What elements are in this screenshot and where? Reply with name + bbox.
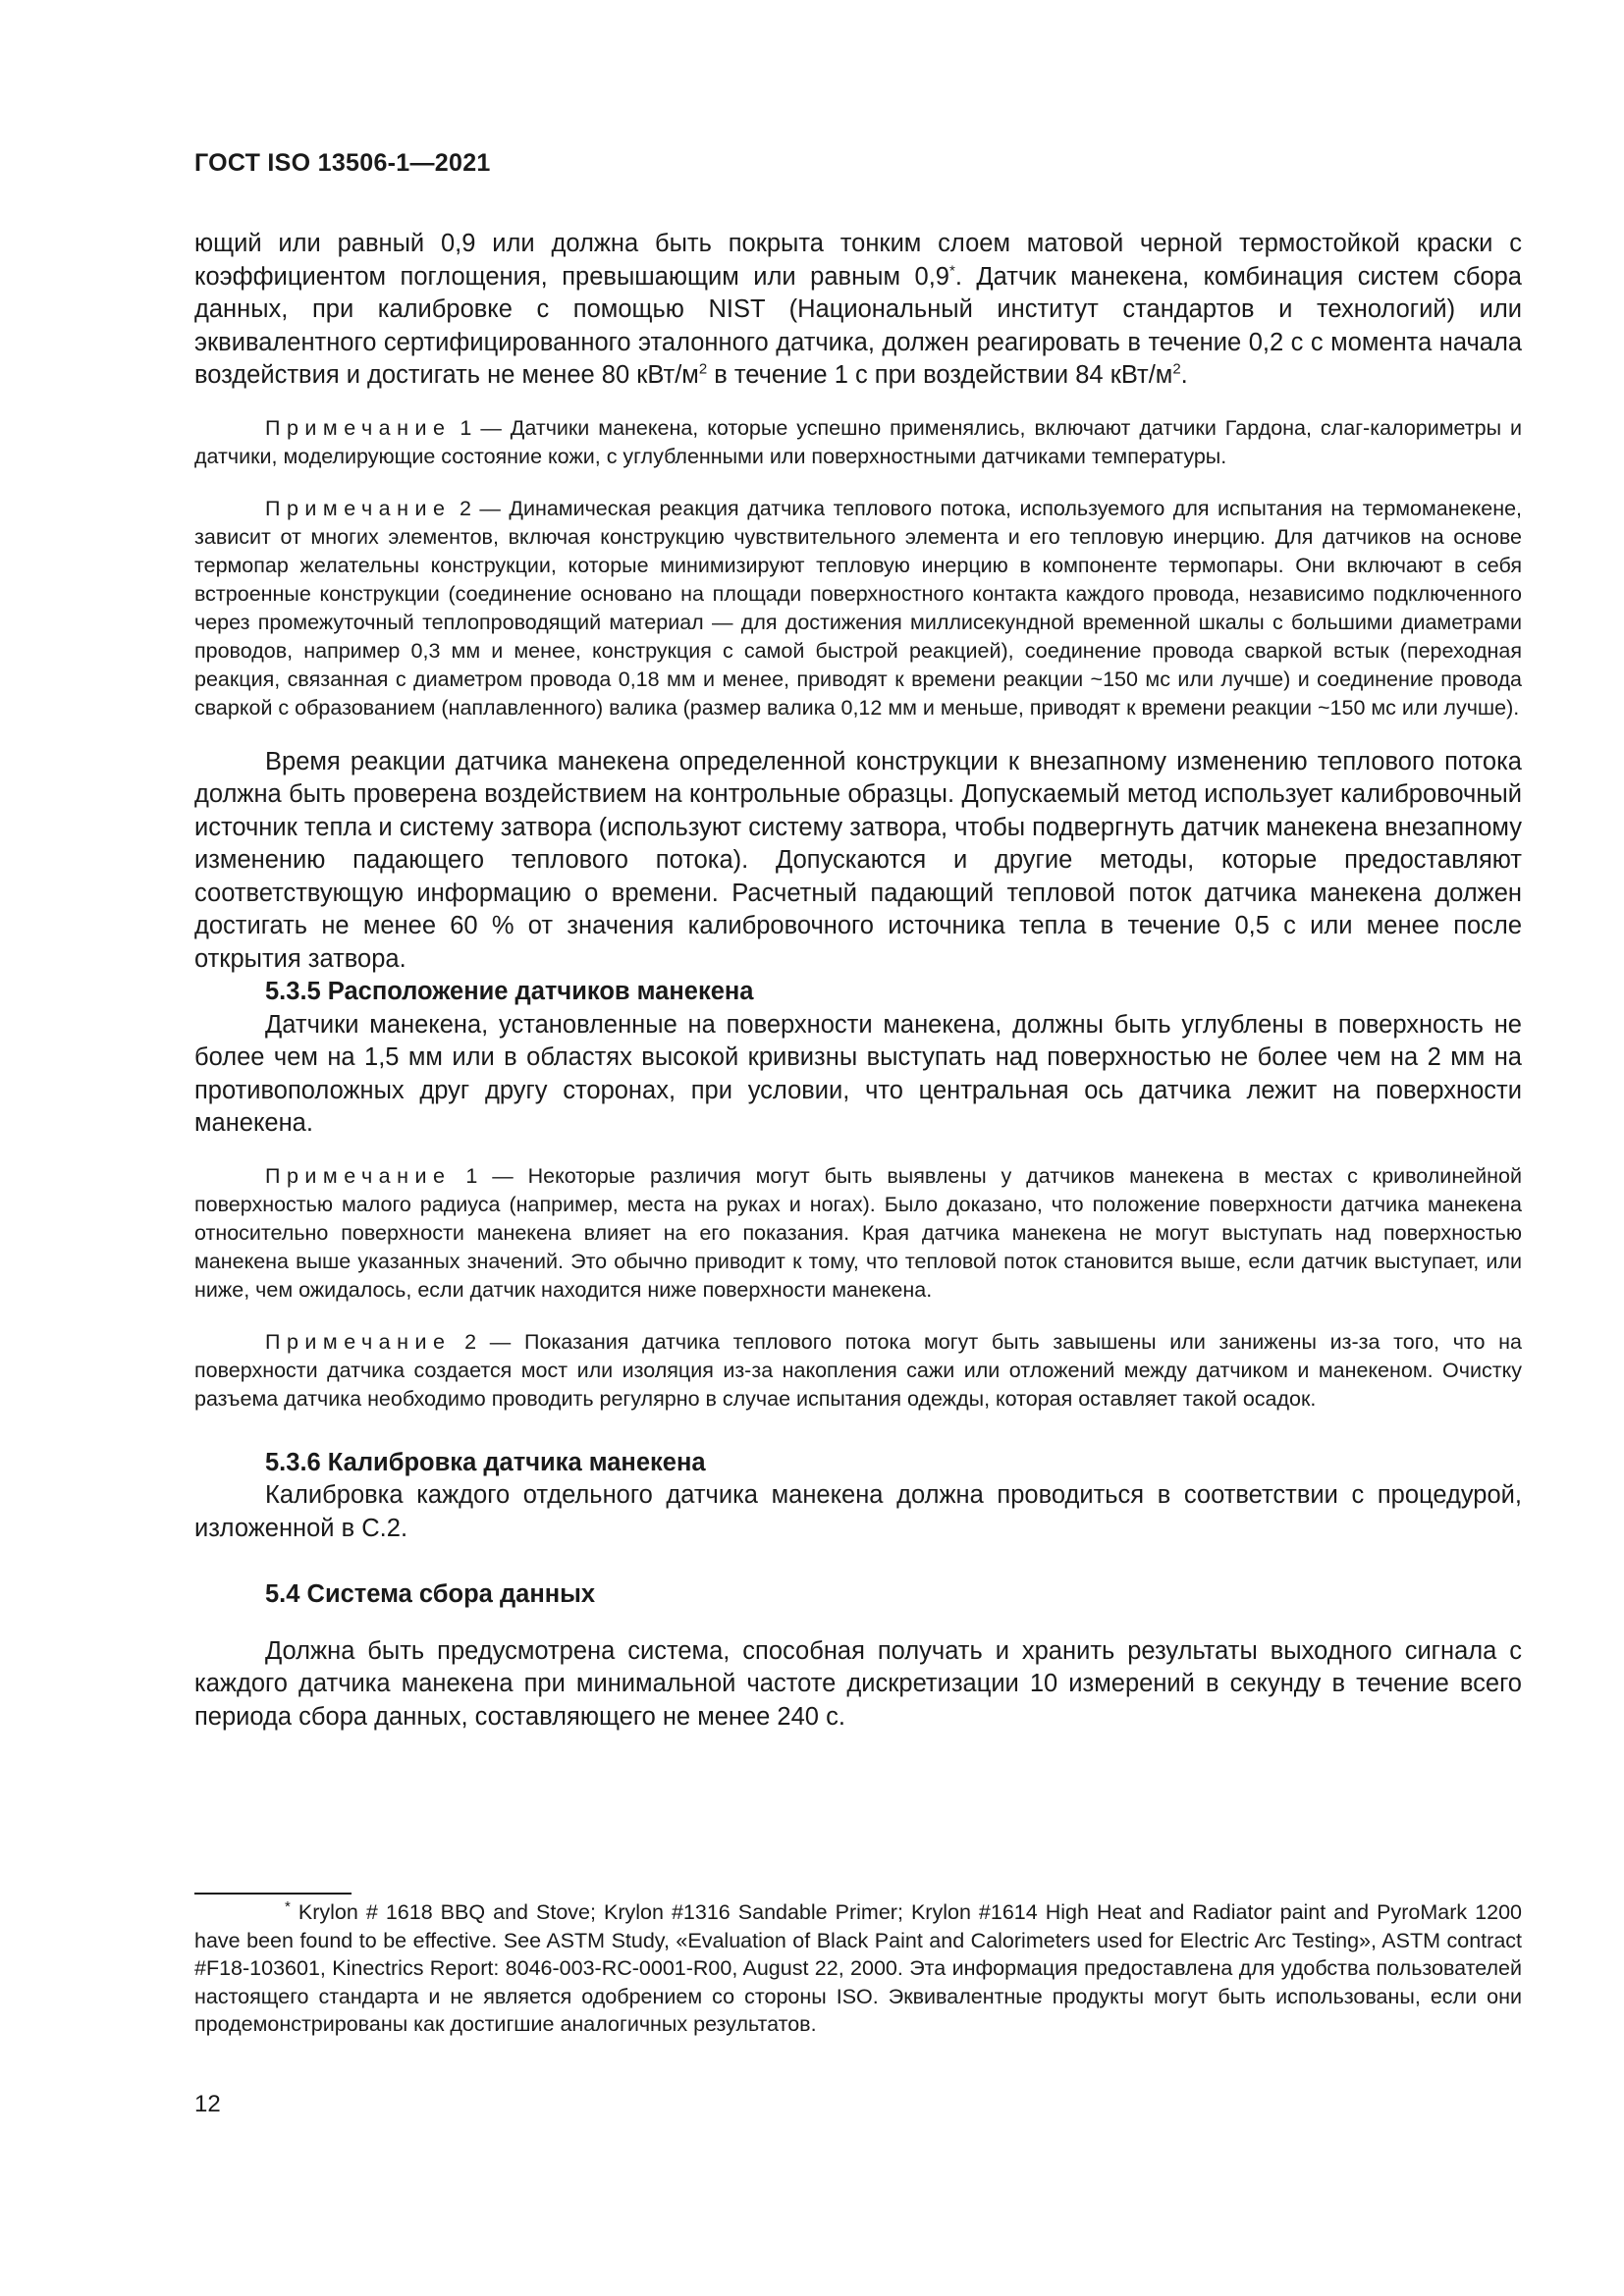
superscript-2: 2 — [1172, 360, 1181, 378]
note-label: Примечание — [265, 1329, 452, 1354]
footnote-ref-marker: * — [948, 262, 955, 279]
paragraph-response-time: Время реакции датчика манекена определенной конструкции к внезапному изменению теплового потока должна быть проверена воздействием на контрольные образцы. Допускаемый метод использует калибровочный источник тепла и систему затвора (используют систему затвора, чтобы подвергнуть датчик манекена внезапному изменению падающего теплового потока). Допускаются и другие методы, которые предоставляют соответствующую информацию о времени. Расчетный падающий тепловой поток датчика манекена должен достигать не менее 60 % от значения калибровочного источника тепла в течение 0,5 с или менее после открытия затвора. — [194, 747, 1522, 973]
note-text: 1 — Датчики манекена, которые успешно применялись, включают датчики Гардона, слаг-калориметры и датчики, моделирующие состояние кожи, с углубленными или поверхностными датчиками температуры. — [194, 415, 1522, 468]
page-number: 12 — [194, 2091, 221, 2117]
p1-text-d: . — [1180, 361, 1188, 389]
paragraph-data-acquisition: Должна быть предусмотрена система, способная получать и хранить результаты выходного сигнала с каждого датчика манекена при минимальной частоте дискретизации 10 измерений в секунду в течение всего периода сбора данных, составляющего не менее 240 с. — [194, 1636, 1522, 1731]
note-text: 2 — Показания датчика теплового потока могут быть завышены или занижены из-за того, что на поверхности датчика создается мост или изоляция из-за накопления сажи или отложений между датчиком и манекеном. Очистку разъема датчика необходимо проводить регулярно в случае испытания одежды, которая оставляет такой осадок. — [194, 1329, 1522, 1411]
paragraph-calibration: Калибровка каждого отдельного датчика манекена должна проводиться в соответствии с процедурой, изложенной в С.2. — [194, 1481, 1522, 1542]
note-3 — [194, 1162, 1522, 1305]
p1-text-c: в течение 1 с при воздействии 84 кВт/м — [707, 361, 1173, 389]
note-text: 1 — Некоторые различия могут быть выявлены у датчиков манекена в местах с криволинейной поверхностью малого радиуса (например, места на руках и ногах). Было доказано, что положение поверхности датчика манекена относительно поверхности манекена влияет на его показания. Края датчика манекена не могут выступать над поверхностью манекена выше указанных значений. Это обычно приводит к тому, что тепловой поток становится выше, если датчик выступает, или ниже, чем ожидалось, если датчик находится ниже поверхности манекена. — [194, 1163, 1522, 1302]
paragraph-sensor-location: Датчики манекена, установленные на поверхности манекена, должны быть углублены в поверхность не более чем на 1,5 мм или в областях высокой кривизны выступать над поверхностью не более чем на 2 мм на противоположных друг другу сторонах, при условии, что центральная ось датчика лежит на поверхности манекена. — [194, 1010, 1522, 1137]
p1-text-a: ющий или равный 0,9 или должна быть покрыта тонким слоем матовой черной термостойкой краски с коэффициентом поглощения, превышающим или равным 0,9 — [194, 230, 1522, 291]
note-label: Примечание — [265, 496, 452, 520]
main-content — [194, 228, 1522, 1734]
note-label: Примечание — [265, 415, 452, 440]
section-heading-5-3-6: 5.3.6 Калибровка датчика манекена — [265, 1448, 706, 1476]
footnote — [194, 1898, 1522, 2039]
note-2 — [194, 495, 1522, 722]
footnote-text: Krylon # 1618 BBQ and Stove; Krylon #1316 Sandable Primer; Krylon #1614 High Heat and Radiator paint and PyroMark 1200 have been found to be effective. See ASTM Study, «Evaluation of Black Paint and Calorimeters used for Electric Arc Testing», ASTM contract #F18-103601, Kinectrics Report: 8046-003-RC-0001-R00, August 22, 2000. Эта информация предоставлена для удобства пользователей настоящего стандарта и не является одобрением со стороны ISO. Эквивалентные продукты могут быть использованы, если они продемонстрированы как достигшие аналогичных результатов. — [194, 1900, 1522, 2036]
note-1 — [194, 414, 1522, 471]
note-4 — [194, 1328, 1522, 1414]
note-text: 2 — Динамическая реакция датчика теплового потока, используемого для испытания на термоманекене, зависит от многих элементов, включая конструкцию чувствительного элемента и его тепловую инерцию. Для датчиков на основе термопар желательны конструкции, которые минимизируют тепловую инерцию в компоненте термопары. Они включают в себя встроенные конструкции (соединение основано на площади поверхностного контакта каждого провода, независимо подключенного через промежуточный теплопроводящий материал — для достижения миллисекундной временной шкалы с большими диаметрами проводов, например 0,3 мм и менее, конструкция с самой быстрой реакцией), соединение провода сваркой встык (переходная реакция, связанная с диаметром провода 0,18 мм и менее, приводят к времени реакции ~150 мс или лучше) и соединение провода сваркой с образованием (наплавленного) валика (размер валика 0,12 мм и меньше, приводят к времени реакции ~150 мс или лучше). — [194, 496, 1522, 720]
note-label: Примечание — [265, 1163, 452, 1188]
p1-text-b: . Датчик манекена, комбинация систем сбора данных, при калибровке с помощью NIST (Национальный институт стандартов и технологий) или эквивалентного сертифицированного эталонного датчика, должен реагировать в течение 0,2 с с момента начала воздействия и достигать не менее 80 кВт/м — [194, 262, 1522, 389]
section-heading-5-3-5: 5.3.5 Расположение датчиков манекена — [265, 978, 754, 1005]
document-header: ГОСТ ISO 13506-1—2021 — [194, 149, 491, 177]
section-heading-5-4: 5.4 Система сбора данных — [265, 1580, 596, 1608]
superscript-2: 2 — [698, 360, 708, 378]
paragraph-continuation — [194, 228, 1522, 393]
footnote-marker: * — [285, 1897, 291, 1915]
footnote-divider — [194, 1893, 352, 1895]
